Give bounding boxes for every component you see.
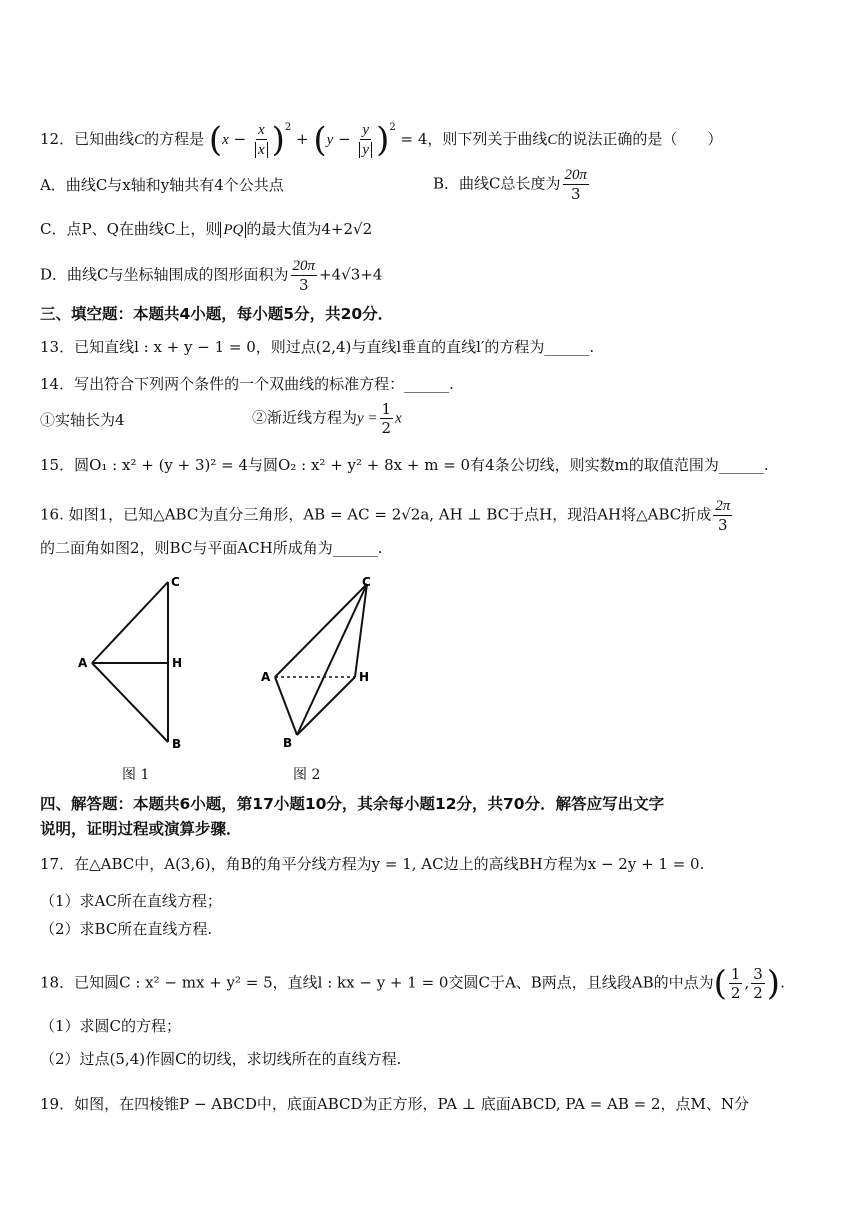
q12-option-a: A．曲线C与x轴和y轴共有4个公共点: [40, 176, 284, 194]
q12-option-c-suffix: 的最大值为4+2√2: [246, 220, 373, 238]
fig1-edge-ac: [92, 582, 168, 663]
q14-cond2-frac-num: 1: [381, 400, 392, 418]
q12-option-d-prefix: D．曲线C与坐标轴围成的图形面积为: [40, 265, 289, 284]
question-15: 15．圆O₁ : x² + (y + 3)² = 4与圆O₂ : x² + y² + 8x + m = 0有4条公切线，则实数m的取值范围为______.: [40, 456, 769, 474]
q16-frac-den: 3: [718, 516, 728, 534]
q16-line1-text: 16. 如图1，已知△ABC为直分三角形，AB = AC = 2√2a, AH ⊥ BC于点H，现沿AH将△ABC折成: [40, 505, 712, 524]
q14-condition-2: [252, 400, 402, 437]
fig1-label-a: A: [78, 656, 88, 670]
question-19: 19．如图，在四棱锥P − ABCD中，底面ABCD为正方形，PA ⊥ 底面ABCD, PA = AB = 2，点M、N分: [40, 1095, 750, 1113]
figure-2: [255, 570, 385, 755]
fig2-label-b: B: [283, 736, 293, 750]
q12-d-frac-den: 3: [299, 276, 309, 294]
fig2-caption: 图 2: [293, 767, 321, 783]
section-4-title-line2: 说明，证明过程或演算步骤．: [40, 820, 242, 838]
section-3-title: 三、填空题：本题共4小题，每小题5分，共20分．: [40, 305, 394, 323]
q14-cond2-frac-den: 2: [381, 419, 392, 437]
q14-cond2-var: x: [395, 410, 402, 427]
q18-part-1: （1）求圆C的方程；: [40, 1017, 182, 1035]
q12-text: ，则下列关于曲线: [427, 130, 548, 148]
q18-text: 18．已知圆C : x² − mx + y² = 5，直线l : kx − y + 1 = 0交圆C于A、B两点，且线段AB的中点为: [40, 973, 714, 992]
q17-part-2: （2）求BC所在直线方程.: [40, 920, 213, 938]
question-18: 18．已知圆C : x² − mx + y² = 5，直线l : kx − y + 1 = 0交圆C于A、B两点，且线段AB的中点为( $\frac{1}{2}$ , $\frac{3}{2}$ ).: [40, 963, 785, 1004]
section-4-title-line1: 四、解答题：本题共6小题，第17小题10分，其余每小题12分，共70分．解答应写出文字: [40, 795, 665, 813]
fig2-label-h: H: [359, 670, 370, 684]
q12-option-c: C．点P、Q在曲线C上，则 PQ 的最大值为4+2√2: [40, 220, 373, 238]
fig1-label-b: B: [172, 737, 182, 751]
q18-part-2: （2）过点(5,4)作圆C的切线，求切线所在的直线方程.: [40, 1050, 402, 1068]
question-16-line2: 的二面角如图2，则BC与平面ACH所成角为______.: [40, 539, 383, 557]
q12-option-d: [40, 257, 382, 294]
q18-mid-y-num: 3: [753, 965, 763, 983]
q18-mid-y-den: 2: [753, 984, 763, 1002]
q12-b-frac-num: 20π: [564, 167, 588, 183]
figure-1: [70, 570, 200, 755]
q14-cond2-prefix: ②渐近线方程为: [252, 408, 358, 427]
q18-mid-x-num: 1: [730, 965, 741, 983]
q12-d-frac-num: 20π: [292, 258, 316, 274]
fig1-caption: 图 1: [122, 767, 150, 783]
fig1-edge-ab: [92, 663, 168, 742]
fig2-edge-ac: [275, 584, 367, 677]
q14-condition-1: ①实轴长为4: [40, 411, 125, 429]
question-16-line1: [40, 497, 734, 534]
fig2-label-a: A: [261, 670, 271, 684]
fig1-label-h: H: [172, 656, 183, 670]
q17-part-1: （1）求AC所在直线方程；: [40, 892, 222, 910]
q12-tail: 的说法正确的是（ ）: [557, 130, 723, 148]
q16-frac-num: 2π: [715, 498, 731, 514]
q12-option-d-suffix: +4√3+4: [319, 265, 383, 284]
q18-mid-x-den: 2: [730, 984, 741, 1002]
q12-option-c-prefix: C．点P、Q在曲线C上，则: [40, 220, 221, 238]
question-14: 14．写出符合下列两个条件的一个双曲线的标准方程：______.: [40, 375, 454, 393]
q12-option-b: [433, 166, 591, 203]
question-12: 12．已知曲线C的方程是 (x − $\frac{x}{x}$ )$^2$ + (y − $\frac{y}{y}$ )$^2$ = 4，则下列关于曲线C的说法正确的是（ ）: [40, 120, 723, 160]
fig2-label-c: C: [362, 575, 371, 589]
q12-option-b-prefix: B．曲线C总长度为: [433, 174, 561, 193]
fig2-edge-ab: [275, 677, 297, 735]
fig1-label-c: C: [171, 575, 180, 589]
fig2-edge-hb: [297, 677, 355, 735]
question-13: 13．已知直线l : x + y − 1 = 0，则过点(2,4)与直线l垂直的直线l′的方程为______.: [40, 338, 595, 356]
q12-label: 12．已知曲线: [40, 130, 135, 148]
q12-b-frac-den: 3: [571, 185, 581, 203]
question-17: 17．在△ABC中，A(3,6)，角B的角平分线方程为y = 1, AC边上的高线BH方程为x − 2y + 1 = 0.: [40, 855, 705, 873]
q14-cond2-lhs: y =: [357, 410, 378, 427]
